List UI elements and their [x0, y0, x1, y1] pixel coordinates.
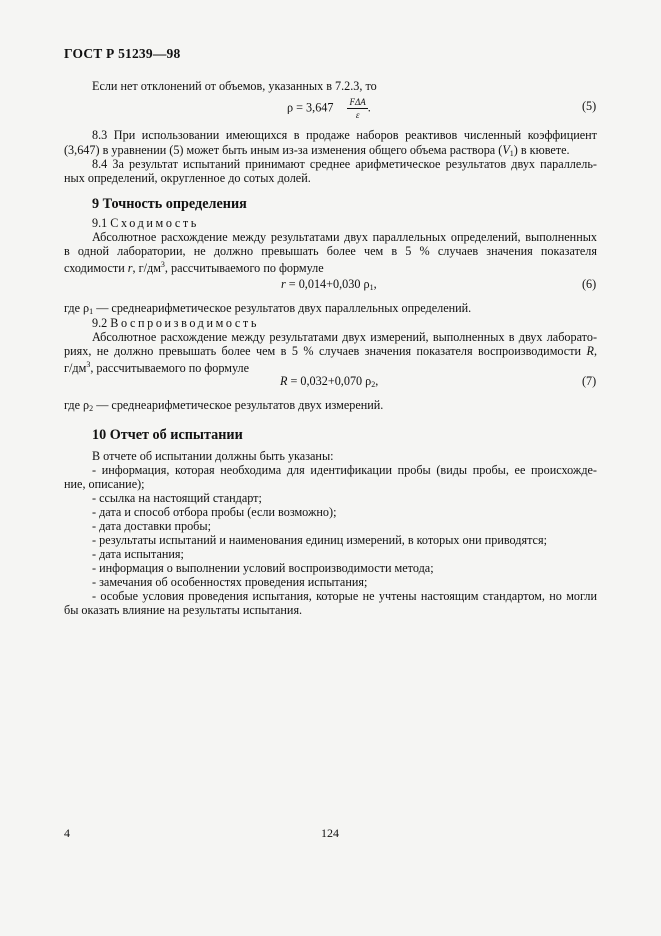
subsection-9-2-title: 9.2 Воспроизводимость — [92, 316, 260, 330]
report-line: - дата испытания; — [92, 547, 184, 561]
paragraph-8-3-line-1: 8.3 При использовании имеющихся в продаже наборов реактивов численный коэффициент — [92, 128, 597, 142]
paragraph-8-3-line-2: (3,647) в уравнении (5) может быть иным из-за изменения общего объема раствора $(V_1)$ в кювете. — [64, 143, 570, 158]
report-line: ние, описание); — [64, 477, 145, 491]
report-line: - особые условия проведения испытания, которые не учтены настоящим стандартом, но могли — [92, 589, 597, 603]
page-number-left: 4 — [64, 826, 70, 840]
paragraph-9-2-line-2: риях, не должно превышать более чем в 5 % случаев значения показателя воспроизводимости R, — [64, 344, 597, 358]
section-10-title: 10 Отчет об испытании — [92, 427, 243, 443]
equation-number-5: (5) — [582, 99, 597, 113]
formula-5: ρ = 3,647 $\frac{\text{FΔA}}{\varepsilon}$ . — [287, 97, 371, 120]
paragraph-9-1-line-2: в одной лаборатории, не должно превышать более чем в 5 % случаев значения показателя — [64, 244, 597, 258]
paragraph-9-1-line-3: сходимости r, $г/дм^3$, рассчитываемого по формуле — [64, 260, 324, 275]
paragraph-9-2-line-1: Абсолютное расхождение между результатами двух измерений, выполненных в двух лаборато- — [92, 330, 597, 344]
report-line: - результаты испытаний и наименования единиц измерений, в которых они приводятся; — [92, 533, 547, 547]
report-line: - ссылка на настоящий стандарт; — [92, 491, 262, 505]
document-header: ГОСТ Р 51239—98 — [64, 46, 181, 61]
report-line: - информация о выполнении условий воспроизводимости метода; — [92, 561, 434, 575]
intro-line: Если нет отклонений от объемов, указанных в 7.2.3, то — [92, 79, 377, 93]
report-line: - дата и способ отбора пробы (если возможно); — [92, 505, 337, 519]
report-line: - информация, которая необходима для идентификации пробы (виды пробы, ее происхожде- — [92, 463, 597, 477]
paragraph-8-4-line-1: 8.4 За результат испытаний принимают среднее арифметическое результатов двух параллель- — [92, 157, 597, 171]
equation-number-6: (6) — [582, 277, 597, 291]
where-clause-6: где $\rho_1$ — среднеарифметическое результатов двух параллельных определений. — [64, 301, 472, 316]
section-9-title: 9 Точность определения — [92, 196, 247, 212]
report-line: - дата доставки пробы; — [92, 519, 211, 533]
paragraph-9-2-line-3: $г/дм^3$, рассчитываемого по формуле — [64, 360, 250, 375]
report-line: В отчете об испытании должны быть указаны: — [92, 449, 334, 463]
formula-7: R = 0,032+0,070 $\rho_2$, — [280, 374, 379, 389]
subsection-9-1-title: 9.1 Сходимость — [92, 216, 199, 230]
where-clause-7: где $\rho_2$ — среднеарифметическое результатов двух измерений. — [64, 398, 384, 413]
report-line: - замечания об особенностях проведения испытания; — [92, 575, 368, 589]
paragraph-9-1-line-1: Абсолютное расхождение между результатами двух параллельных определений, выполненных — [92, 230, 597, 244]
paragraph-8-4-line-2: ных определений, округленное до сотых долей. — [64, 171, 311, 185]
equation-number-7: (7) — [582, 374, 597, 388]
formula-6: r = 0,014+0,030 $\rho_1$, — [281, 277, 377, 292]
page-number-center: 124 — [321, 826, 339, 840]
report-line: бы оказать влияние на результаты испытания. — [64, 603, 303, 617]
fraction: $\frac{\text{FΔA}}{\varepsilon}$ — [349, 97, 366, 120]
